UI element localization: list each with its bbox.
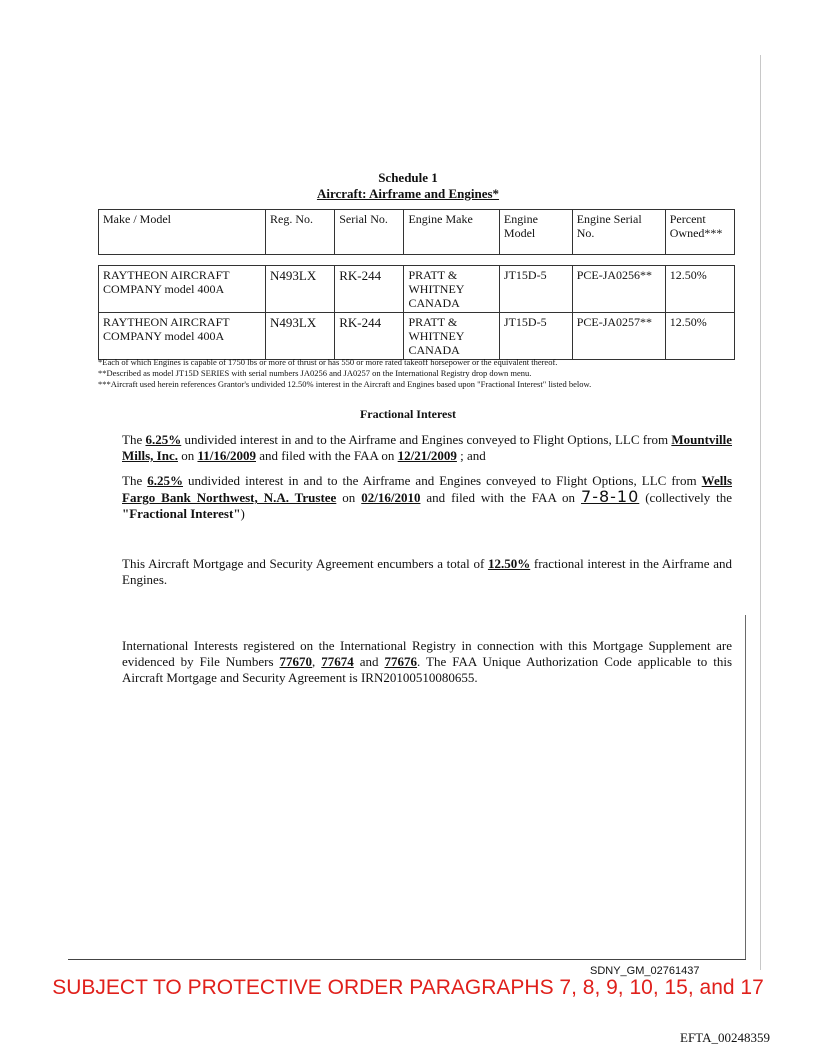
fractional-paragraph-1 (122, 432, 732, 464)
column-header: Engine Serial No. (572, 210, 665, 255)
table-cell: RAYTHEON AIRCRAFT COMPANY model 400A (99, 266, 266, 313)
text-run: The (122, 473, 148, 488)
table-cell: RAYTHEON AIRCRAFT COMPANY model 400A (99, 313, 266, 360)
total-interest-percent: 12.50% (487, 556, 531, 571)
column-header: Engine Model (499, 210, 572, 255)
grantor-name: Mountville Mills, Inc. (122, 432, 733, 463)
text-run: , (312, 654, 322, 669)
protective-order-notice: SUBJECT TO PROTECTIVE ORDER PARAGRAPHS 7, 8, 9, 10, 15, and 17 (52, 976, 764, 999)
text-run: on (336, 490, 362, 505)
fractional-interest-title: Fractional Interest (359, 407, 457, 421)
text-run: and (353, 654, 385, 669)
table-cell: RK-244 (335, 266, 404, 313)
footnote-thrust: *Each of which Engines is capable of 1750 lbs or more of thrust or has 550 or more rated takeoff horsepower or the equivalent thereof. (98, 357, 558, 367)
schedule-title: Schedule 1 (378, 170, 438, 185)
column-header: Reg. No. (266, 210, 335, 255)
filing-date: 12/21/2009 (397, 448, 457, 463)
table-cell: JT15D-5 (499, 266, 572, 313)
interest-percent: 6.25% (145, 432, 182, 447)
text-run: and filed with the FAA on (256, 448, 398, 463)
table-cell: PCE-JA0257** (572, 313, 665, 360)
table-cell: RK-244 (335, 313, 404, 360)
grantor-name: Wells Fargo Bank Northwest, N.A. Trustee (122, 473, 733, 505)
table-cell: 12.50% (665, 313, 734, 360)
table-row (99, 313, 735, 360)
column-header: Percent Owned*** (665, 210, 734, 255)
mortgage-paragraph (122, 556, 732, 588)
table-cell: JT15D-5 (499, 313, 572, 360)
text-run: This Aircraft Mortgage and Security Agreement encumbers a total of (122, 556, 488, 571)
text-run: International Interests registered on the International Registry in connection with this Mortgage Supplement are evidenced by File Numbers (122, 638, 732, 669)
table-row (99, 266, 735, 313)
fractional-paragraph-2 (122, 473, 732, 522)
text-run: ; and (456, 448, 486, 463)
text-run: undivided interest in and to the Airframe and Engines conveyed to Flight Options, LLC from (181, 432, 672, 447)
footer-rule (68, 959, 746, 960)
schedule-header-table (98, 209, 735, 255)
defined-term: "Fractional Interest" (122, 506, 241, 521)
schedule-data-table (98, 265, 735, 360)
conveyance-date: 11/16/2009 (197, 448, 256, 463)
schedule-subtitle: Aircraft: Airframe and Engines* (316, 186, 500, 201)
column-header: Make / Model (99, 210, 266, 255)
interest-percent: 6.25% (147, 473, 184, 488)
file-number: 77670 (279, 654, 313, 669)
text-run: . The FAA Unique Authorization Code applicable to this Aircraft Mortgage and Security Agreement is IRN20100510080655. (122, 654, 732, 685)
table-cell: PRATT & WHITNEY CANADA (404, 313, 499, 360)
efta-number: EFTA_00248359 (680, 1030, 770, 1045)
file-number: 77674 (321, 654, 354, 669)
table-cell: PRATT & WHITNEY CANADA (404, 266, 499, 313)
table-cell: PCE-JA0256** (572, 266, 665, 313)
footnote-serials: **Described as model JT15D SERIES with serial numbers JA0256 and JA0257 on the International Registry drop down menu. (98, 368, 532, 378)
footnote-ownership: ***Aircraft used herein references Grantor's undivided 12.50% interest in the Aircraft and Engines based upon "Fractional Interest" listed below. (98, 379, 592, 389)
table-header-row (99, 210, 735, 255)
table-cell: N493LX (266, 266, 335, 313)
text-run: undivided interest in and to the Airframe and Engines conveyed to Flight Options, LLC from (183, 473, 702, 488)
international-interests-paragraph (122, 638, 732, 686)
table-cell: 12.50% (665, 266, 734, 313)
conveyance-date: 02/16/2010 (361, 490, 421, 505)
bates-number: SDNY_GM_02761437 (590, 965, 700, 977)
handwritten-filing-date: 7-8-10 (581, 487, 640, 506)
table-cell: N493LX (266, 313, 335, 360)
page-margin-rule (745, 615, 746, 960)
text-run: on (177, 448, 198, 463)
text-run: fractional interest in the Airframe and Engines. (122, 556, 732, 587)
text-run: (collectively the (639, 490, 733, 505)
column-header: Engine Make (404, 210, 499, 255)
column-header: Serial No. (335, 210, 404, 255)
text-run: The (122, 432, 146, 447)
file-number: 77676 (384, 654, 418, 669)
text-run: and filed with the FAA on (420, 490, 582, 505)
text-run: ) (240, 506, 245, 521)
